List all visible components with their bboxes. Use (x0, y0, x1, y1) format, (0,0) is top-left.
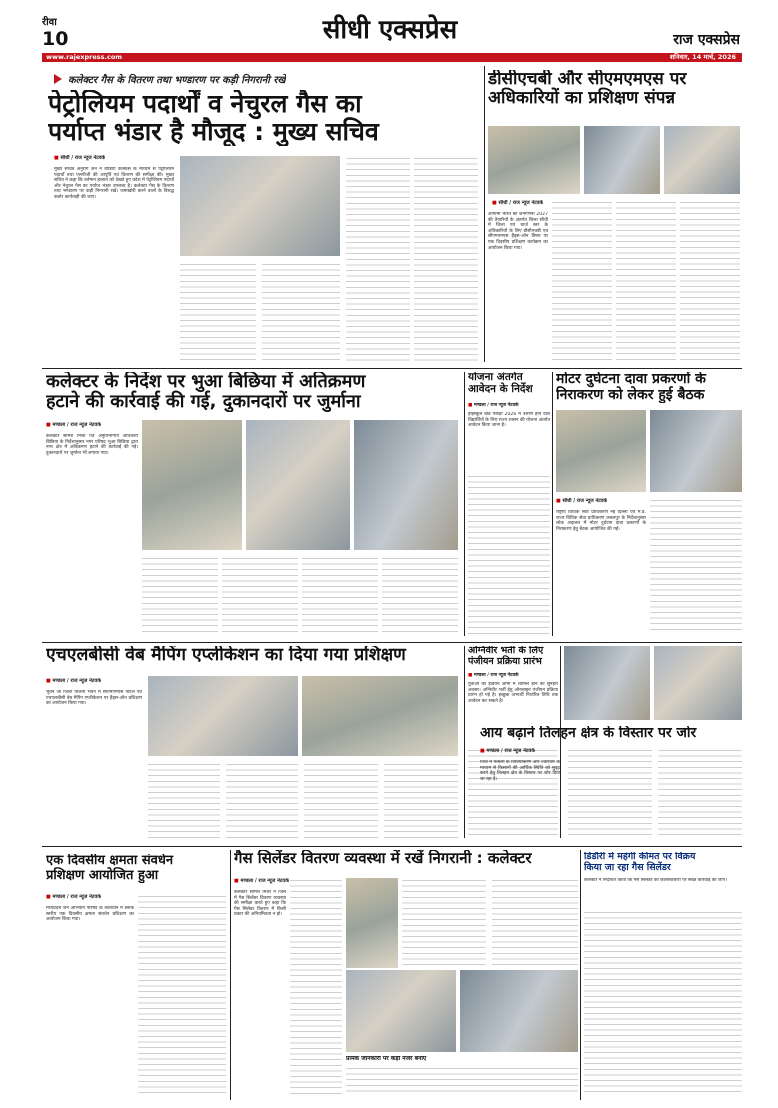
story-gas-cylinder (234, 850, 578, 1100)
story-body: कलेक्टर ने निर्देशित किया कि गैस सिलेंडर की कालाबाजारी पर सख्त कार्रवाई की जाए। (584, 878, 727, 883)
story-body-col4 (680, 200, 740, 362)
byline: ■ मण्डला / राज न्यूज नेटवर्क (46, 678, 102, 684)
byline: ■ मण्डला / राज न्यूज नेटवर्क (46, 894, 102, 900)
story-body-col2 (180, 262, 256, 362)
story-body: हाईस्कूल बोर्ड परीक्षा 2026 में उत्तीर्ण होने वाले विद्यार्थियों के लिए राज्य शासन की योजना अंतर्गत आवेदन किया जाना है। (468, 412, 550, 429)
story-hlbc-mapping (42, 646, 462, 842)
story-photo (148, 676, 298, 756)
headline: अग्निवीर भर्ती के लिए पंजीयन प्रक्रिया प्रारंभ (468, 646, 544, 667)
headline: मोटर दुर्घटना दावा प्रकरणों के निराकरण को लेकर हुई बैठक (556, 372, 706, 403)
story-body-col2 (148, 762, 220, 838)
headline: गैस सिलेंडर वितरण व्यवस्था में रखें निगरानी : कलेक्टर (234, 850, 532, 867)
story-encroachment (42, 372, 462, 640)
masthead-bar (42, 53, 742, 62)
column-rule (230, 850, 231, 1100)
date-label: शनिवार, 14 मार्च, 2026 (669, 53, 736, 61)
story-body: मध्यप्रदेश जन अभियान परिषद के तत्वाधान में ब्लॉक स्तरीय एक दिवसीय क्षमता संवर्धन प्रशिक्षण का आयोजन किया गया। (46, 906, 134, 923)
byline: ■ सीधी / राज न्यूज नेटवर्क (556, 498, 608, 504)
story-body: कलेक्टर सोमेश मिश्रा एवं अनुविभागीय अधिकारी बिछिया के निर्देशानुसार नगर परिषद भुआ बिछिया द्वारा नगर क्षेत्र में अतिक्रमण हटाने की कार्रवाई की गई। दुकानदारों पर जुर्माना भी लगाया गया। (46, 434, 138, 456)
story-body-col2 (138, 894, 226, 1096)
section-rule (42, 642, 742, 643)
brand-logo: राज एक्सप्रेस (673, 32, 740, 48)
headline: पेट्रोलियम पदार्थों व नेचुरल गैस का पर्याप्त भंडार है मौजूद : मुख्य सचिव (48, 90, 379, 146)
story-photo (246, 420, 350, 550)
headline: एचएलबीसी वेब मैपिंग एप्लीकेशन का दिया गया प्रशिक्षण (46, 646, 406, 665)
story-photo (488, 126, 580, 194)
story-photo (556, 410, 646, 492)
column-rule (484, 66, 485, 362)
story-body: मुख्य सचिव अनुराग जैन ने वीडियो कॉन्फ्रेंस के माध्यम से पेट्रोलियम पदार्थों तथा एलपीजी की आपूर्ति एवं वितरण की समीक्षा की। मुख्य सचिव ने कहा कि वर्तमान हालात को देखते हुए प्रदेश में पेट्रोलियम पदार्थों और नेचुरल गैस का पर्याप्त भंडार उपलब्ध है। कलेक्टर गैस के वितरण तथा भण्डारण पर कड़ी निगरानी रखें। जमाखोरी करने वालों के विरुद्ध कठोर कार्यवाही की जाए। (54, 167, 174, 200)
story-body-col4 (302, 556, 378, 634)
city-label: रीवा (42, 17, 57, 28)
story-body: आगामी भारत की जनगणना 2027 की तैयारियों के अंतर्गत जिला सीधी में जिला एवं चार्ज स्तर के अधिकारियों के लिए डीसीएचबी एवं सीएमएमएस हैंड्स-ऑन विषय पर एक दिवसीय प्रशिक्षण कार्यक्रम का आयोजन किया गया। (488, 212, 548, 251)
story-body: कलेक्टर सोमेश मिश्रा ने जिले में गैस सिलेंडर वितरण व्यवस्था की समीक्षा करते हुए कहा कि गैस सिलेंडर वितरण में किसी प्रकार की अनियमितता न हो। (234, 890, 286, 918)
story-body-col3 (226, 762, 298, 838)
story-photo (664, 126, 740, 194)
story-body-col3 (616, 200, 676, 362)
column-rule (464, 372, 465, 636)
headline: कलेक्टर के निर्देश पर भुआ बिछिया में अतिक्रमण हटाने की कार्रवाई की गई, दुकानदारों पर जुर्माना (46, 372, 366, 413)
byline: ■ सीधी / राज न्यूज नेटवर्क (492, 200, 544, 206)
section-rule (42, 368, 742, 369)
story-body-col2 (290, 878, 342, 1096)
story-scheme-application (468, 372, 550, 640)
story-photo (460, 970, 578, 1052)
story-body-cont (468, 474, 550, 634)
story-body-col2 (552, 200, 612, 362)
kicker-arrow-icon (54, 74, 62, 84)
story-body-col5 (346, 1066, 578, 1096)
headline: योजना अंतर्गत आवेदन के निर्देश (468, 372, 533, 395)
story-photo (346, 970, 456, 1052)
story-body-col3 (402, 878, 486, 966)
column-rule (464, 646, 465, 838)
byline: ■ मण्डला / राज न्यूज नेटवर्क (468, 403, 519, 408)
story-dindori-gas (584, 850, 742, 1100)
kicker: कलेक्टर गैस के वितरण तथा भण्डारण पर कड़ी निगरानी रखें (54, 72, 474, 86)
byline: ■ मण्डला / राज न्यूज नेटवर्क (480, 748, 536, 754)
photo-caption: प्रामक जानकारी पर कड़ी नजर बनाए (346, 1056, 427, 1062)
byline: ■ मण्डला / राज न्यूज नेटवर्क (234, 878, 290, 884)
headline: डिंडौरी में महंगी कीमत पर विक्रय किया जा रहा गैस सिलेंडर (584, 852, 696, 873)
story-oilseed (480, 646, 742, 842)
headline: आय बढ़ाने तिलहन क्षेत्र के विस्तार पर जोर (480, 726, 697, 741)
story-body-col2 (142, 556, 218, 634)
story-body: राष्ट्रीय विधिक सेवा प्राधिकरण नई दिल्ली एवं म.प्र. राज्य विधिक सेवा प्राधिकरण जबलपुर के निर्देशानुसार लोक अदालत में मोटर दुर्घटना दावा प्रकरणों के निराकरण हेतु बैठक आयोजित की गई। (556, 510, 646, 532)
story-photo (302, 676, 458, 756)
story-photo (584, 126, 660, 194)
story-body-col2 (568, 748, 652, 838)
website-link[interactable]: www.rajexpress.com (46, 53, 123, 61)
story-photo (654, 646, 742, 720)
story-photo (354, 420, 458, 550)
story-photo (564, 646, 650, 720)
story-body-col4 (346, 156, 410, 362)
story-motor-accident (556, 372, 742, 640)
story-training-dchb (488, 66, 740, 366)
story-petroleum (42, 66, 482, 366)
section-rule (42, 846, 742, 847)
story-body-col3 (262, 262, 340, 362)
story-photo (180, 156, 340, 256)
story-body-col5 (382, 556, 458, 634)
story-body: भुवन जी जिला योजना भवन में सीएमएमएस पोर्टल एवं एचएलबीसी वेब मैपिंग एप्लीकेशन पर हैंड्स-ऑन प्रशिक्षण का आयोजन किया गया। (46, 690, 142, 707)
paper-name: सीधी एक्सप्रेस (322, 15, 458, 45)
story-photo (650, 410, 742, 492)
story-capacity-building (42, 850, 228, 1100)
story-photo (346, 878, 398, 968)
column-rule (552, 372, 553, 636)
story-body-col4 (492, 878, 578, 966)
story-body: युवाओं को इंडियन आर्मी में शामिल होने का सुनहरा अवसर। अग्निवीर भर्ती हेतु ऑनलाइन पंजीयन प्रक्रिया प्रारंभ हो गई है। इच्छुक अभ्यर्थी निर्धारित तिथि तक आवेदन कर सकते हैं। (468, 682, 558, 704)
story-body-cont (584, 910, 742, 1096)
page-number: 10 (42, 28, 69, 50)
story-body-col2 (650, 498, 742, 634)
story-body-col4 (304, 762, 378, 838)
byline: ■ मण्डला / राज न्यूज नेटवर्क (46, 422, 102, 428)
byline: ■ सीधी / राज न्यूज नेटवर्क (54, 155, 106, 161)
story-body: जिले में फसलों के विविधीकरण और ज्वारवार के माध्यम से किसानों की आर्थिक स्थिति को सुदृढ़ करने हेतु तिलहन क्षेत्र के विस्तार पर जोर दिया जा रहा है। (480, 760, 560, 782)
story-body-col3 (658, 748, 742, 838)
story-body-col5 (384, 762, 458, 838)
story-body-col3 (222, 556, 298, 634)
byline: ■ मण्डला / राज न्यूज नेटवर्क (468, 673, 519, 678)
story-body-col5 (414, 156, 478, 362)
column-rule (580, 850, 581, 1100)
headline: डीसीएचबी और सीएमएमएस पर अधिकारियों का प्रशिक्षण संपन्न (488, 70, 687, 109)
story-photo (142, 420, 242, 550)
headline: एक दिवसीय क्षमता संवर्धन प्रशिक्षण आयोजित हुआ (46, 854, 174, 883)
